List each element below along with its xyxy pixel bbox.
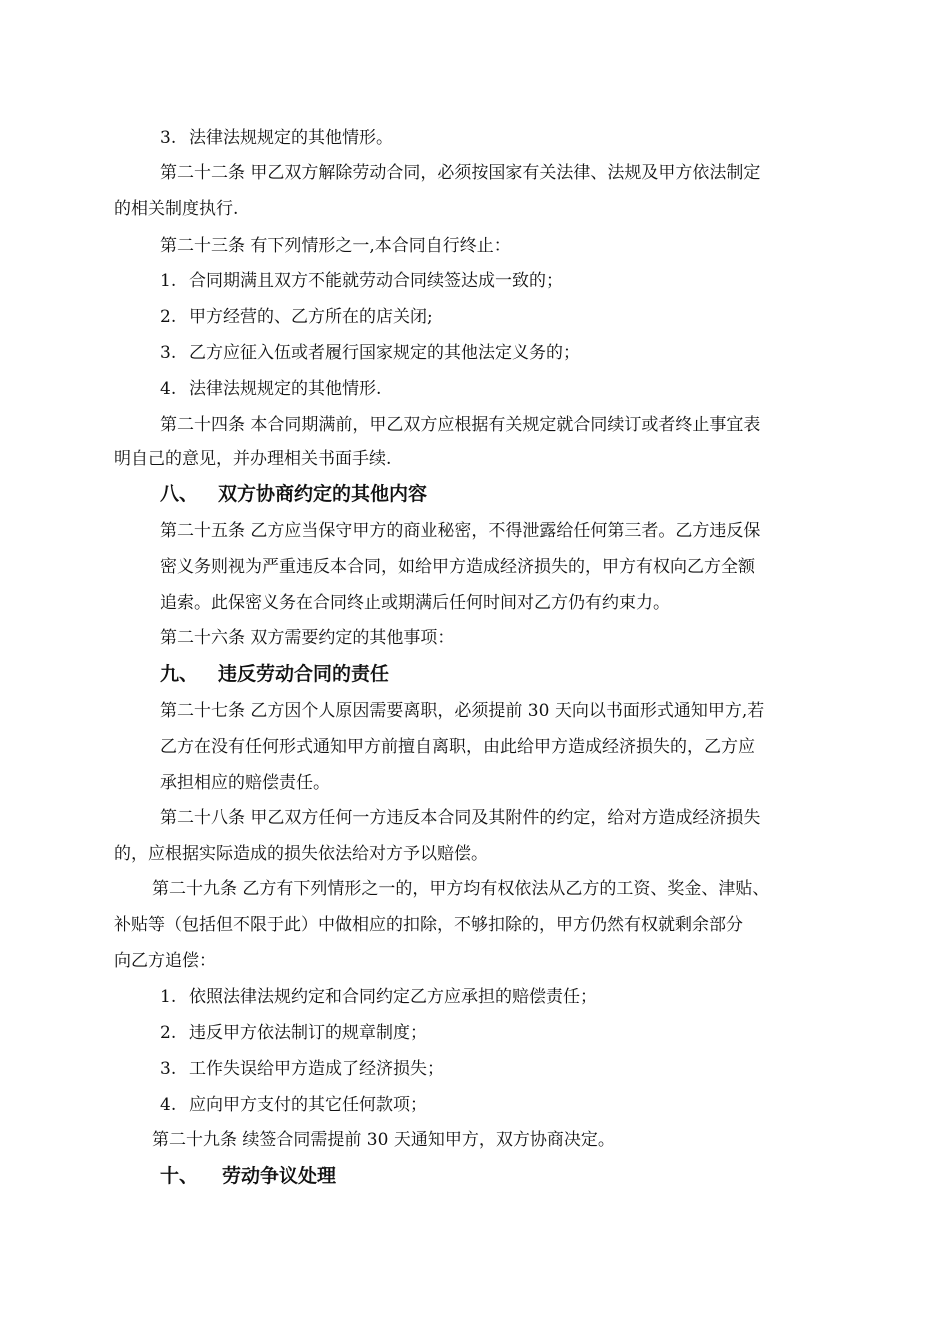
list-number: 2. bbox=[160, 1023, 177, 1043]
list-text: 乙方应征入伍或者履行国家规定的其他法定义务的； bbox=[189, 343, 580, 363]
list-number: 4. bbox=[160, 1095, 177, 1115]
list-item bbox=[160, 985, 597, 1009]
list-number: 1. bbox=[160, 987, 177, 1007]
section-heading bbox=[160, 661, 389, 687]
list-text: 合同期满且双方不能就劳动合同续签达成一致的； bbox=[189, 271, 563, 291]
section-heading bbox=[160, 481, 427, 507]
list-number: 2. bbox=[160, 307, 177, 327]
paragraph-line: 的，应根据实际造成的损失依法给对方予以赔偿。 bbox=[114, 844, 488, 864]
section-number: 十、 bbox=[160, 1165, 199, 1187]
list-text: 依照法律法规约定和合同约定乙方应承担的赔偿责任； bbox=[189, 987, 597, 1007]
list-number: 3. bbox=[160, 128, 177, 148]
paragraph-line: 第二十九条 乙方有下列情形之一的，甲方均有权依法从乙方的工资、奖金、津贴、 bbox=[152, 879, 770, 899]
paragraph-line: 第二十七条 乙方因个人原因需要离职，必须提前 30 天向以书面形式通知甲方,若 bbox=[160, 701, 765, 721]
list-number: 3. bbox=[160, 343, 177, 363]
list-number: 4. bbox=[160, 379, 177, 399]
list-text: 法律法规规定的其他情形。 bbox=[189, 128, 393, 148]
paragraph-line: 第二十三条 有下列情形之一,本合同自行终止： bbox=[160, 236, 511, 256]
list-item bbox=[160, 377, 381, 401]
section-title: 违反劳动合同的责任 bbox=[218, 663, 390, 685]
list-item bbox=[160, 1057, 444, 1081]
paragraph-line: 第二十五条 乙方应当保守甲方的商业秘密，不得泄露给任何第三者。乙方违反保 bbox=[160, 521, 761, 541]
paragraph-line: 向乙方追偿： bbox=[114, 951, 216, 971]
paragraph-line: 明自己的意见，并办理相关书面手续. bbox=[114, 449, 392, 469]
list-item bbox=[160, 1093, 427, 1117]
paragraph-line: 承担相应的赔偿责任。 bbox=[160, 773, 330, 793]
paragraph-line: 追索。此保密义务在合同终止或期满后任何时间对乙方仍有约束力。 bbox=[160, 593, 670, 613]
paragraph-line: 的相关制度执行. bbox=[114, 199, 239, 219]
list-number: 1. bbox=[160, 271, 177, 291]
list-item bbox=[160, 269, 563, 293]
section-heading bbox=[160, 1163, 336, 1189]
list-text: 违反甲方依法制订的规章制度； bbox=[189, 1023, 427, 1043]
section-title: 双方协商约定的其他内容 bbox=[218, 483, 428, 505]
section-number: 八、 bbox=[160, 483, 199, 505]
paragraph-line: 第二十八条 甲乙双方任何一方违反本合同及其附件的约定，给对方造成经济损失 bbox=[160, 808, 761, 828]
paragraph-line: 补贴等（包括但不限于此）中做相应的扣除，不够扣除的，甲方仍然有权就剩余部分 bbox=[114, 915, 743, 935]
section-number: 九、 bbox=[160, 663, 199, 685]
paragraph-line: 密义务则视为严重违反本合同，如给甲方造成经济损失的，甲方有权向乙方全额 bbox=[160, 557, 755, 577]
section-title: 劳动争议处理 bbox=[222, 1165, 337, 1187]
list-text: 应向甲方支付的其它任何款项； bbox=[189, 1095, 427, 1115]
list-item bbox=[160, 1021, 427, 1045]
list-text: 法律法规规定的其他情形. bbox=[189, 379, 382, 399]
list-text: 工作失误给甲方造成了经济损失； bbox=[189, 1059, 444, 1079]
list-text: 甲方经营的、乙方所在的店关闭; bbox=[189, 307, 433, 327]
list-item bbox=[160, 305, 433, 329]
paragraph-line: 第二十六条 双方需要约定的其他事项： bbox=[160, 628, 455, 648]
paragraph-line: 乙方在没有任何形式通知甲方前擅自离职，由此给甲方造成经济损失的，乙方应 bbox=[160, 737, 755, 757]
paragraph-line: 第二十四条 本合同期满前，甲乙双方应根据有关规定就合同续订或者终止事宜表 bbox=[160, 415, 761, 435]
list-number: 3. bbox=[160, 1059, 177, 1079]
list-item bbox=[160, 341, 580, 365]
list-item bbox=[160, 126, 393, 150]
paragraph-line: 第二十二条 甲乙双方解除劳动合同，必须按国家有关法律、法规及甲方依法制定 bbox=[160, 163, 761, 183]
paragraph-line: 第二十九条 续签合同需提前 30 天通知甲方，双方协商决定。 bbox=[152, 1130, 615, 1150]
